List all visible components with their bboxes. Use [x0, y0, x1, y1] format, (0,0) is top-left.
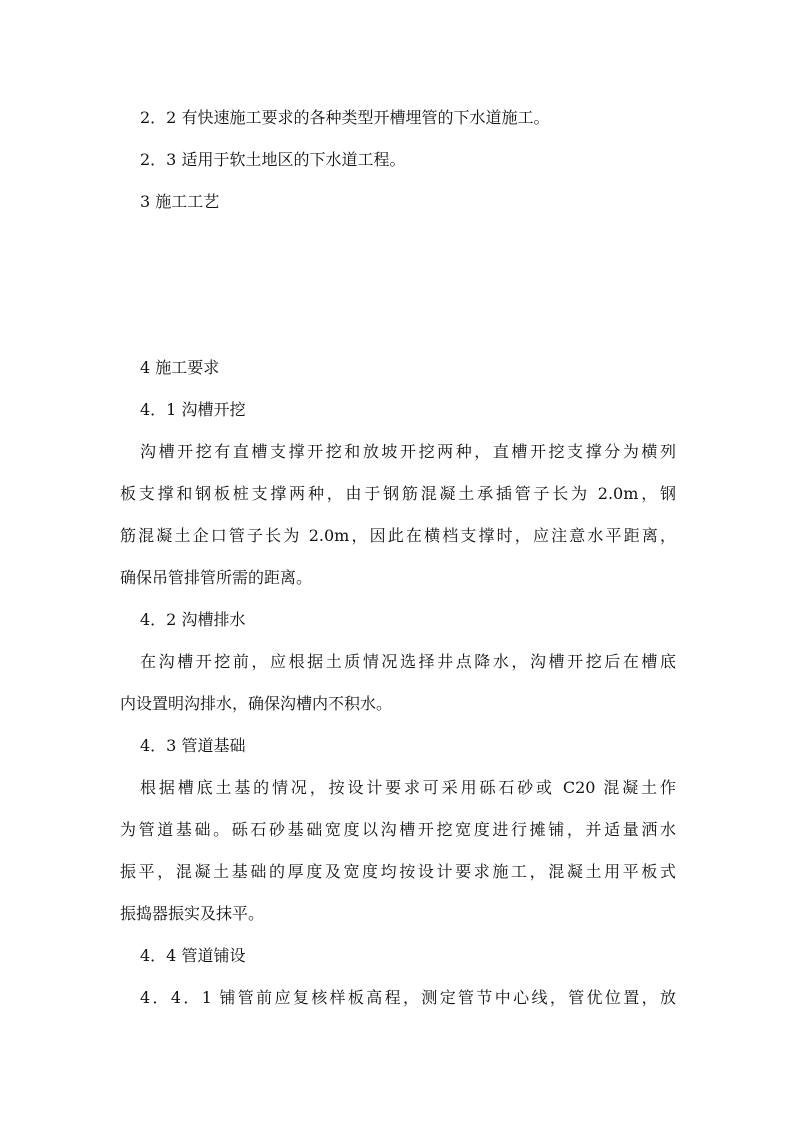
- item-2-2: 2．2 有快速施工要求的各种类型开槽埋管的下水道施工。: [140, 108, 550, 127]
- section-3-heading: 3 施工工艺: [140, 192, 220, 211]
- paragraph-line: 根据槽底土基的情况，按设计要求可采用砾石砂或 C20 混凝土作: [140, 778, 676, 797]
- paragraph-line: 振平，混凝土基础的厚度及宽度均按设计要求施工，混凝土用平板式: [120, 862, 676, 881]
- paragraph-line: 确保吊管排管所需的距离。: [120, 568, 313, 587]
- item-4-4-1: 4．4．1 铺管前应复核样板高程，测定管节中心线，管优位置，放: [140, 988, 676, 1007]
- paragraph-line: 内设置明沟排水，确保沟槽内不积水。: [120, 694, 393, 713]
- paragraph-line: 板支撑和钢板桩支撑两种，由于钢筋混凝土承插管子长为 2.0m，钢: [120, 484, 676, 503]
- section-4-4-heading: 4．4 管道铺设: [140, 946, 246, 965]
- paragraph-line: 沟槽开挖有直槽支撑开挖和放坡开挖两种，直槽开挖支撑分为横列: [140, 442, 676, 461]
- item-2-3: 2．3 适用于软土地区的下水道工程。: [140, 150, 406, 169]
- paragraph-line: 为管道基础。砾石砂基础宽度以沟槽开挖宽度进行摊铺，并适量洒水: [120, 820, 676, 839]
- paragraph-line: 筋混凝土企口管子长为 2.0m，因此在横档支撑时，应注意水平距离，: [120, 526, 676, 545]
- section-4-heading: 4 施工要求: [140, 358, 220, 377]
- paragraph-line: 在沟槽开挖前，应根据土质情况选择井点降水，沟槽开挖后在槽底: [140, 652, 676, 671]
- section-4-3-heading: 4．3 管道基础: [140, 736, 246, 755]
- section-4-1-heading: 4．1 沟槽开挖: [140, 400, 246, 419]
- paragraph-line: 振捣器振实及抹平。: [120, 904, 265, 923]
- section-4-2-heading: 4．2 沟槽排水: [140, 610, 246, 629]
